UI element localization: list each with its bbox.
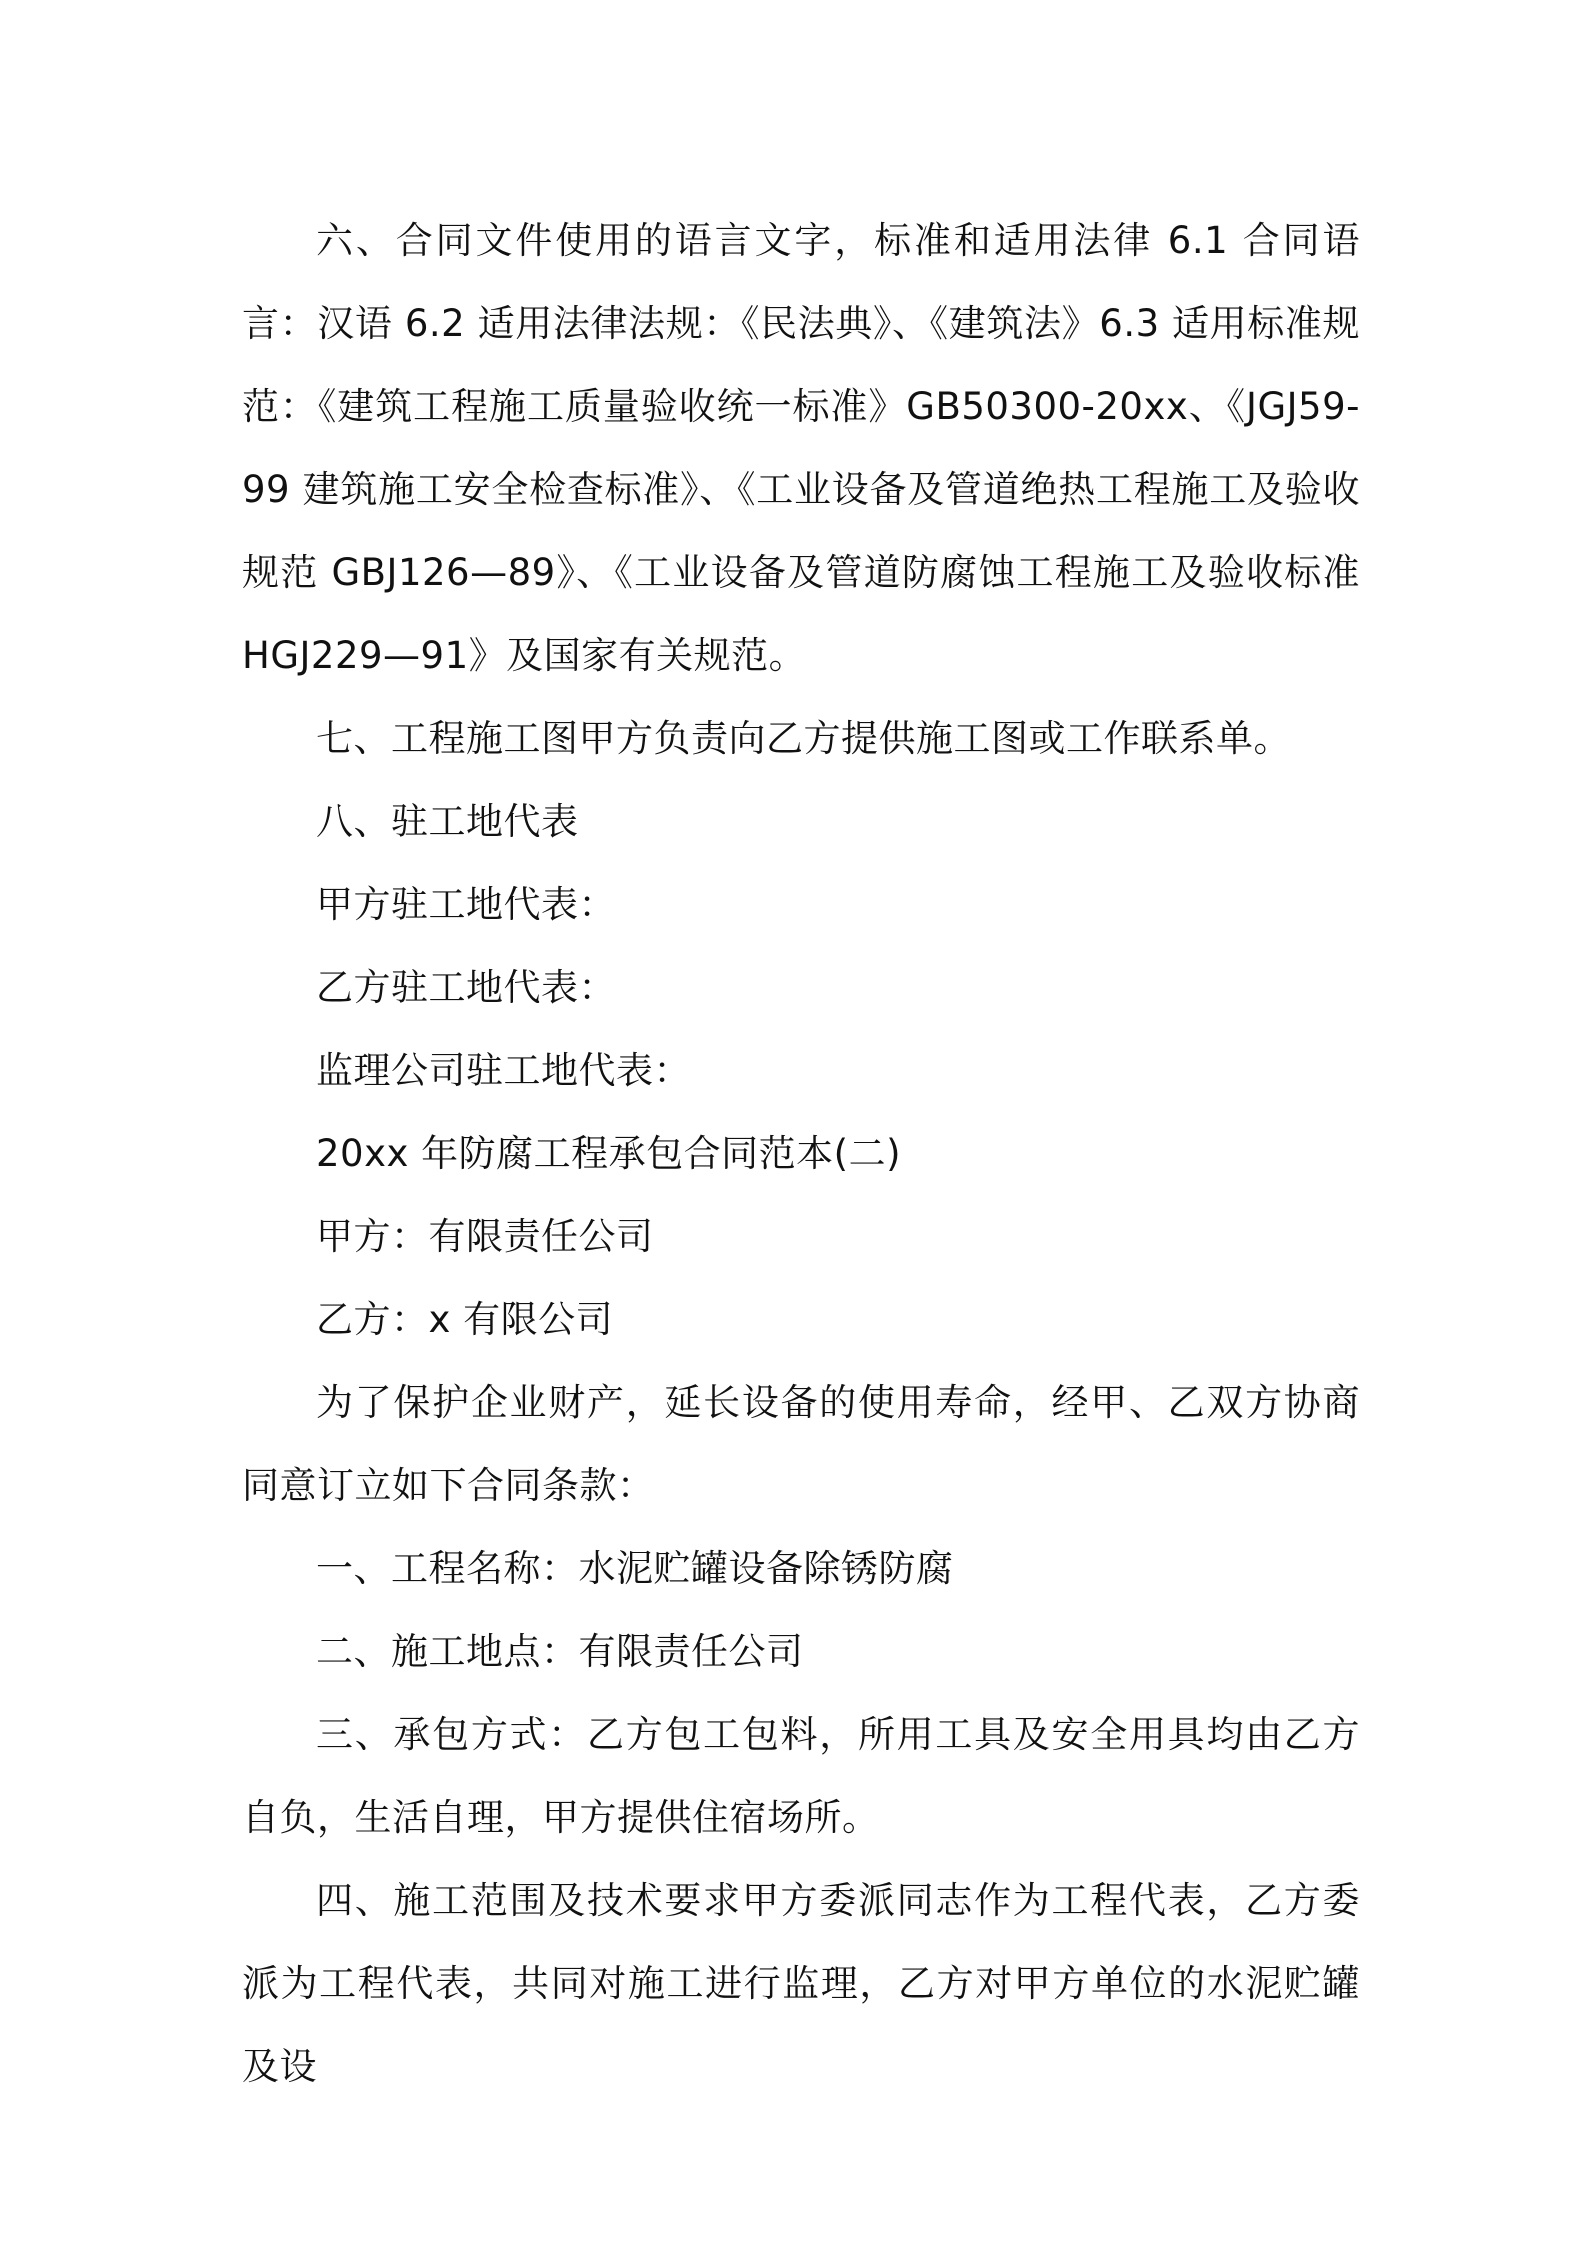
contract-template-title: 20xx 年防腐工程承包合同范本(二) <box>316 1132 902 1175</box>
party-b-site-representative: 乙方驻工地代表： <box>316 966 616 1009</box>
supervisor-site-representative: 监理公司驻工地代表： <box>316 1049 691 1092</box>
clause-1-project-name: 一、工程名称：水泥贮罐设备除锈防腐 <box>316 1547 954 1590</box>
clause-4-scope-requirements: 四、施工范围及技术要求甲方委派同志作为工程代表，乙方委派为工程代表，共同对施工进行监理，乙方对甲方单位的水泥贮罐及设 <box>242 1879 1360 2088</box>
clause-7-construction-drawings: 七、工程施工图甲方负责向乙方提供施工图或工作联系单。 <box>316 717 1291 760</box>
party-a-name: 甲方：有限责任公司 <box>316 1215 654 1258</box>
party-b-name: 乙方：x 有限公司 <box>316 1298 614 1341</box>
party-a-site-representative: 甲方驻工地代表： <box>316 883 616 926</box>
clause-6-language-standards: 六、合同文件使用的语言文字，标准和适用法律 6.1 合同语言：汉语 6.2 适用法律法规：《民法典》、《建筑法》6.3 适用标准规范：《建筑工程施工质量验收统一标准》GB50300-20xx、《JGJ59-99 建筑施工安全检查标准》、《工业设备及管道绝热工程施工及验收规范 GBJ126—89》、《工业设备及管道防腐蚀工程施工及验收标准 HGJ229—91》及国家有关规范。 <box>242 219 1360 677</box>
contract-preamble: 为了保护企业财产，延长设备的使用寿命，经甲、乙双方协商同意订立如下合同条款： <box>242 1381 1360 1507</box>
document-page <box>242 199 1360 2108</box>
clause-8-site-representatives-heading: 八、驻工地代表 <box>316 800 579 843</box>
clause-2-location: 二、施工地点：有限责任公司 <box>316 1630 804 1673</box>
clause-3-contracting-method: 三、承包方式：乙方包工包料，所用工具及安全用具均由乙方自负，生活自理，甲方提供住宿场所。 <box>242 1713 1360 1839</box>
